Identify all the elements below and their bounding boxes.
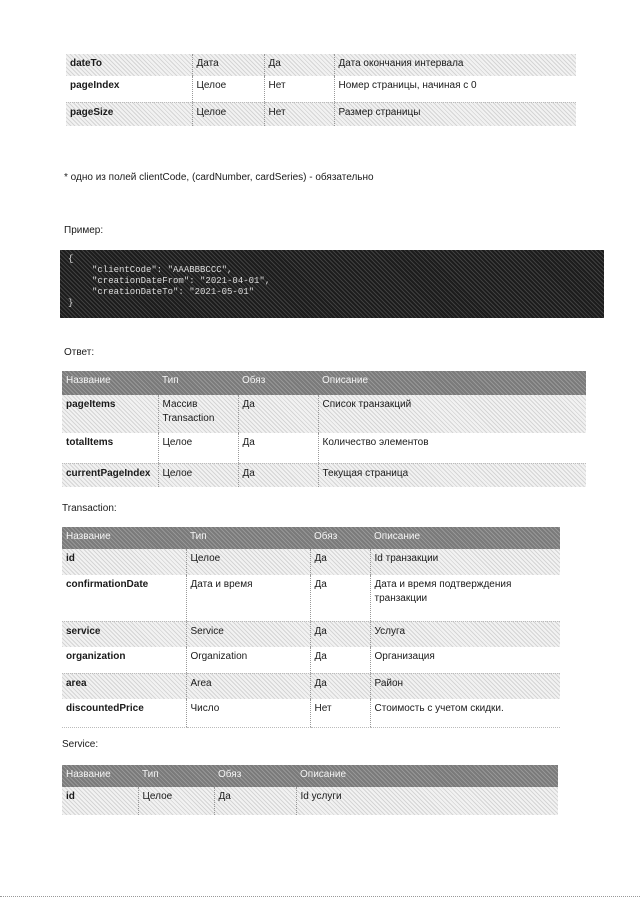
cell-name: discountedPrice [62,699,186,727]
table-row [62,549,560,575]
cell-name: organization [62,647,186,673]
cell-required: Да [310,647,370,673]
header-description: Описание [374,531,421,542]
code-line: "clientCode": "AAABBBCCC", [92,265,233,275]
cell-description: Размер страницы [334,102,576,126]
cell-description: Стоимость с учетом скидки. [370,699,560,727]
required-fields-note: * одно из полей clientCode, (cardNumber, cardSeries) - обязательно [64,172,374,183]
cell-description: Район [370,673,560,699]
header-description: Описание [300,769,347,780]
cell-required: Да [310,673,370,699]
header-name: Название [66,769,111,780]
response-table [62,371,586,487]
cell-description: Список транзакций [318,395,586,433]
cell-required: Да [310,549,370,575]
table-row [62,395,586,433]
cell-description: Id транзакции [370,549,560,575]
cell-type: Целое [192,102,264,126]
cell-name: currentPageIndex [66,467,151,479]
cell-type: Число [186,699,310,727]
cell-name: pageIndex [66,76,192,102]
table-header-row [62,765,558,787]
table-row [66,54,576,76]
table-row [62,621,560,647]
header-required: Обяз [242,375,266,386]
cell-name: dateTo [70,58,103,69]
table-row [66,102,576,126]
header-description: Описание [322,375,369,386]
cell-name: service [66,625,101,637]
cell-required: Нет [264,76,334,102]
cell-required: Нет [264,102,334,126]
request-params-table [66,54,576,126]
service-table [62,765,558,815]
response-label: Ответ: [64,347,95,358]
code-example [60,250,604,318]
cell-type: Целое [158,463,238,487]
code-line: "creationDateTo": "2021-05-01" [92,287,255,297]
table-row [62,787,558,815]
table-row [62,575,560,621]
header-name: Название [66,375,111,386]
cell-description: Дата окончания интервала [334,54,576,76]
code-line: "creationDateFrom": "2021-04-01", [92,276,271,286]
table-header-row [62,527,560,549]
header-required: Обяз [314,531,338,542]
cell-description: Организация [370,647,560,673]
cell-type: Целое [192,76,264,102]
header-type: Тип [190,531,207,542]
cell-required: Да [310,575,370,621]
table-row [62,673,560,699]
cell-description: Id услуги [296,787,558,815]
cell-description: Количество элементов [318,433,586,463]
cell-name: totalItems [62,433,158,463]
cell-required: Да [214,787,296,815]
cell-type: Целое [158,433,238,463]
header-name: Название [66,531,111,542]
cell-type: Organization [186,647,310,673]
page-bottom-rule [0,896,640,897]
cell-description: Номер страницы, начиная с 0 [334,76,576,102]
cell-type: Дата [192,54,264,76]
table-header-row [62,371,586,395]
cell-type: Целое [138,787,214,815]
example-label: Пример: [64,225,104,236]
header-required: Обяз [218,769,242,780]
cell-required: Да [238,395,318,433]
cell-type: Area [186,673,310,699]
header-type: Тип [142,769,159,780]
cell-required: Да [238,463,318,487]
cell-description: Услуга [370,621,560,647]
cell-required: Да [238,433,318,463]
transaction-label: Transaction: [62,503,117,514]
cell-required: Да [310,621,370,647]
cell-description: Дата и время подтверждения транзакции [370,575,560,621]
cell-name: area [66,677,87,689]
cell-required: Нет [310,699,370,727]
cell-type: Дата и время [186,575,310,621]
cell-name: pageSize [70,106,114,118]
cell-type: Массив Transaction [158,395,238,433]
code-open-brace: { [68,254,74,264]
transaction-table [62,527,560,728]
table-row [66,76,576,102]
cell-required: Да [264,54,334,76]
cell-type: Целое [186,549,310,575]
header-type: Тип [162,375,179,386]
cell-name: id [66,553,75,564]
service-label: Service: [62,739,99,750]
cell-type: Service [186,621,310,647]
code-close-brace: } [68,298,74,308]
cell-description: Текущая страница [318,463,586,487]
cell-name: confirmationDate [62,575,186,621]
table-row [62,699,560,727]
table-row [62,647,560,673]
cell-name: pageItems [66,399,116,410]
table-row [62,463,586,487]
cell-name: id [66,791,75,802]
table-row [62,433,586,463]
